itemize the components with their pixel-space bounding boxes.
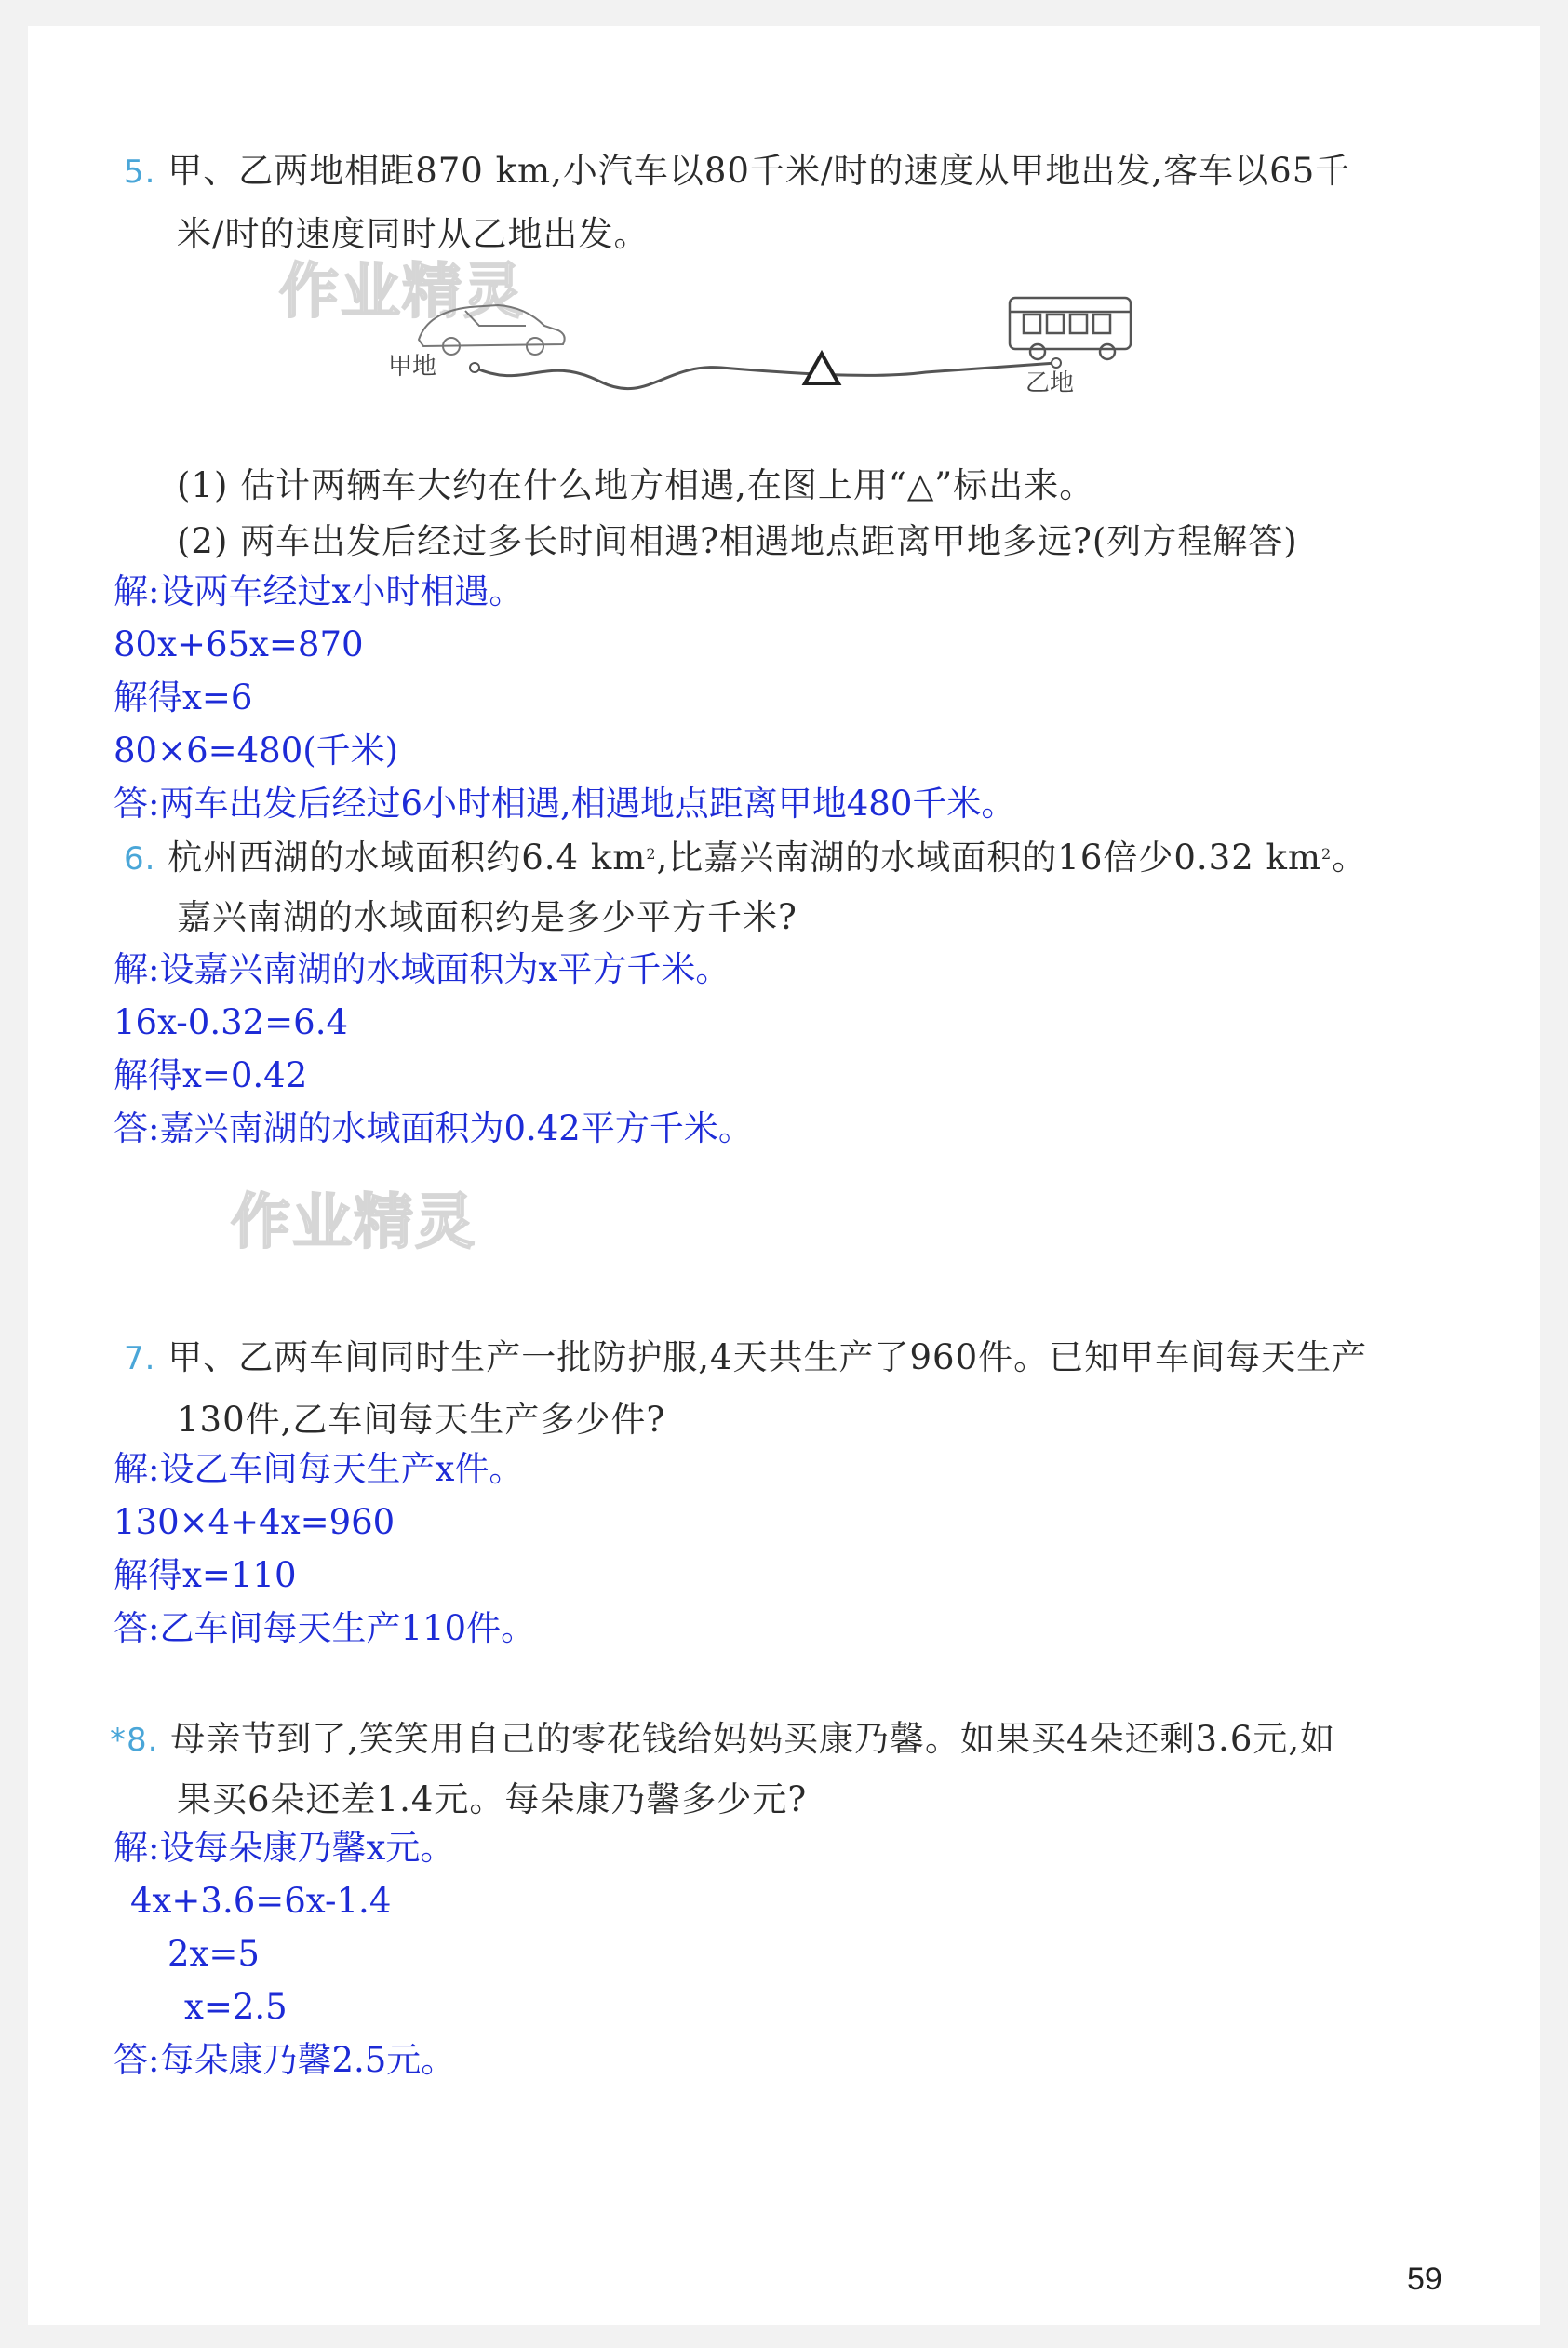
q6-answer-1: 解:设嘉兴南湖的水域面积为x平方千米。 <box>114 949 730 989</box>
q7-answer-4: 答:乙车间每天生产110件。 <box>114 1608 536 1648</box>
q6-answer-4: 答:嘉兴南湖的水域面积为0.42平方千米。 <box>114 1108 753 1148</box>
route-line <box>475 363 1056 389</box>
point-a <box>470 363 479 372</box>
q6-answer-3: 解得x=0.42 <box>114 1055 308 1095</box>
q5-answer-2: 80x+65x=870 <box>114 624 364 664</box>
watermark-2: 作业精灵 <box>231 1188 476 1257</box>
triangle-marker <box>805 354 838 383</box>
q5-answer-5: 答:两车出发后经过6小时相遇,相遇地点距离甲地480千米。 <box>114 784 1016 824</box>
q5-number: 5. <box>124 154 156 191</box>
q8-line1 <box>110 1717 1335 1763</box>
q8-answer-2: 4x+3.6=6x-1.4 <box>130 1881 392 1921</box>
q7-answer-3: 解得x=110 <box>114 1555 297 1595</box>
q8-answer-4: x=2.5 <box>184 1987 288 2027</box>
route-figure <box>386 270 1224 437</box>
q6-text-c: 。 <box>1332 838 1368 878</box>
watermark-1: 作业精灵 <box>279 258 525 327</box>
q8-answer-1: 解:设每朵康乃馨x元。 <box>114 1828 455 1868</box>
bus-icon <box>1010 298 1131 359</box>
q8-number: *8. <box>110 1722 159 1759</box>
q6-sup-1: 2 <box>646 845 657 863</box>
q8-answer-5: 答:每朵康乃馨2.5元。 <box>114 2040 456 2080</box>
q8-text-line1: 母亲节到了,笑笑用自己的零花钱给妈妈买康乃馨。如果买4朵还剩3.6元,如 <box>170 1719 1336 1759</box>
q7-answer-1: 解:设乙车间每天生产x件。 <box>114 1449 524 1489</box>
q6-text-a: 杭州西湖的水域面积约6.4 km <box>168 838 647 878</box>
q8-text-line2: 果买6朵还差1.4元。每朵康乃馨多少元? <box>177 1779 808 1819</box>
q7-number: 7. <box>124 1340 156 1377</box>
q8-answer-3: 2x=5 <box>168 1934 260 1974</box>
point-b <box>1052 358 1061 368</box>
q6-sup-2: 2 <box>1321 845 1333 863</box>
q6-number: 6. <box>124 840 156 878</box>
q5-answer-3: 解得x=6 <box>114 678 253 718</box>
q5-sub1: (1) 估计两辆车大约在什么地方相遇,在图上用“△”标出来。 <box>177 465 1095 505</box>
page-number: 59 <box>1407 2261 1442 2297</box>
q7-text-line2: 130件,乙车间每天生产多少件? <box>177 1400 666 1440</box>
label-jia-di: 甲地 <box>388 353 437 381</box>
q5-line1 <box>124 149 1350 195</box>
q5-text-line1: 甲、乙两地相距870 km,小汽车以80千米/时的速度从甲地出发,客车以65千 <box>168 151 1351 191</box>
q6-answer-2: 16x-0.32=6.4 <box>114 1002 349 1042</box>
q6-line1 <box>124 836 1367 881</box>
q5-sub2: (2) 两车出发后经过多长时间相遇?相遇地点距离甲地多远?(列方程解答) <box>177 521 1298 561</box>
q5-answer-4: 80×6=480(千米) <box>114 731 399 771</box>
q6-text-b: ,比嘉兴南湖的水域面积的16倍少0.32 km <box>656 838 1322 878</box>
q5-text-line2: 米/时的速度同时从乙地出发。 <box>177 214 650 254</box>
q7-answer-2: 130×4+4x=960 <box>114 1502 395 1542</box>
label-yi-di: 乙地 <box>1025 369 1075 397</box>
q7-text-line1: 甲、乙两车间同时生产一批防护服,4天共生产了960件。已知甲车间每天生产 <box>168 1337 1368 1377</box>
q6-text-line2: 嘉兴南湖的水域面积约是多少平方千米? <box>177 897 797 937</box>
q5-answer-1: 解:设两车经过x小时相遇。 <box>114 571 524 611</box>
car-icon <box>419 305 565 355</box>
q7-line1 <box>124 1335 1367 1381</box>
